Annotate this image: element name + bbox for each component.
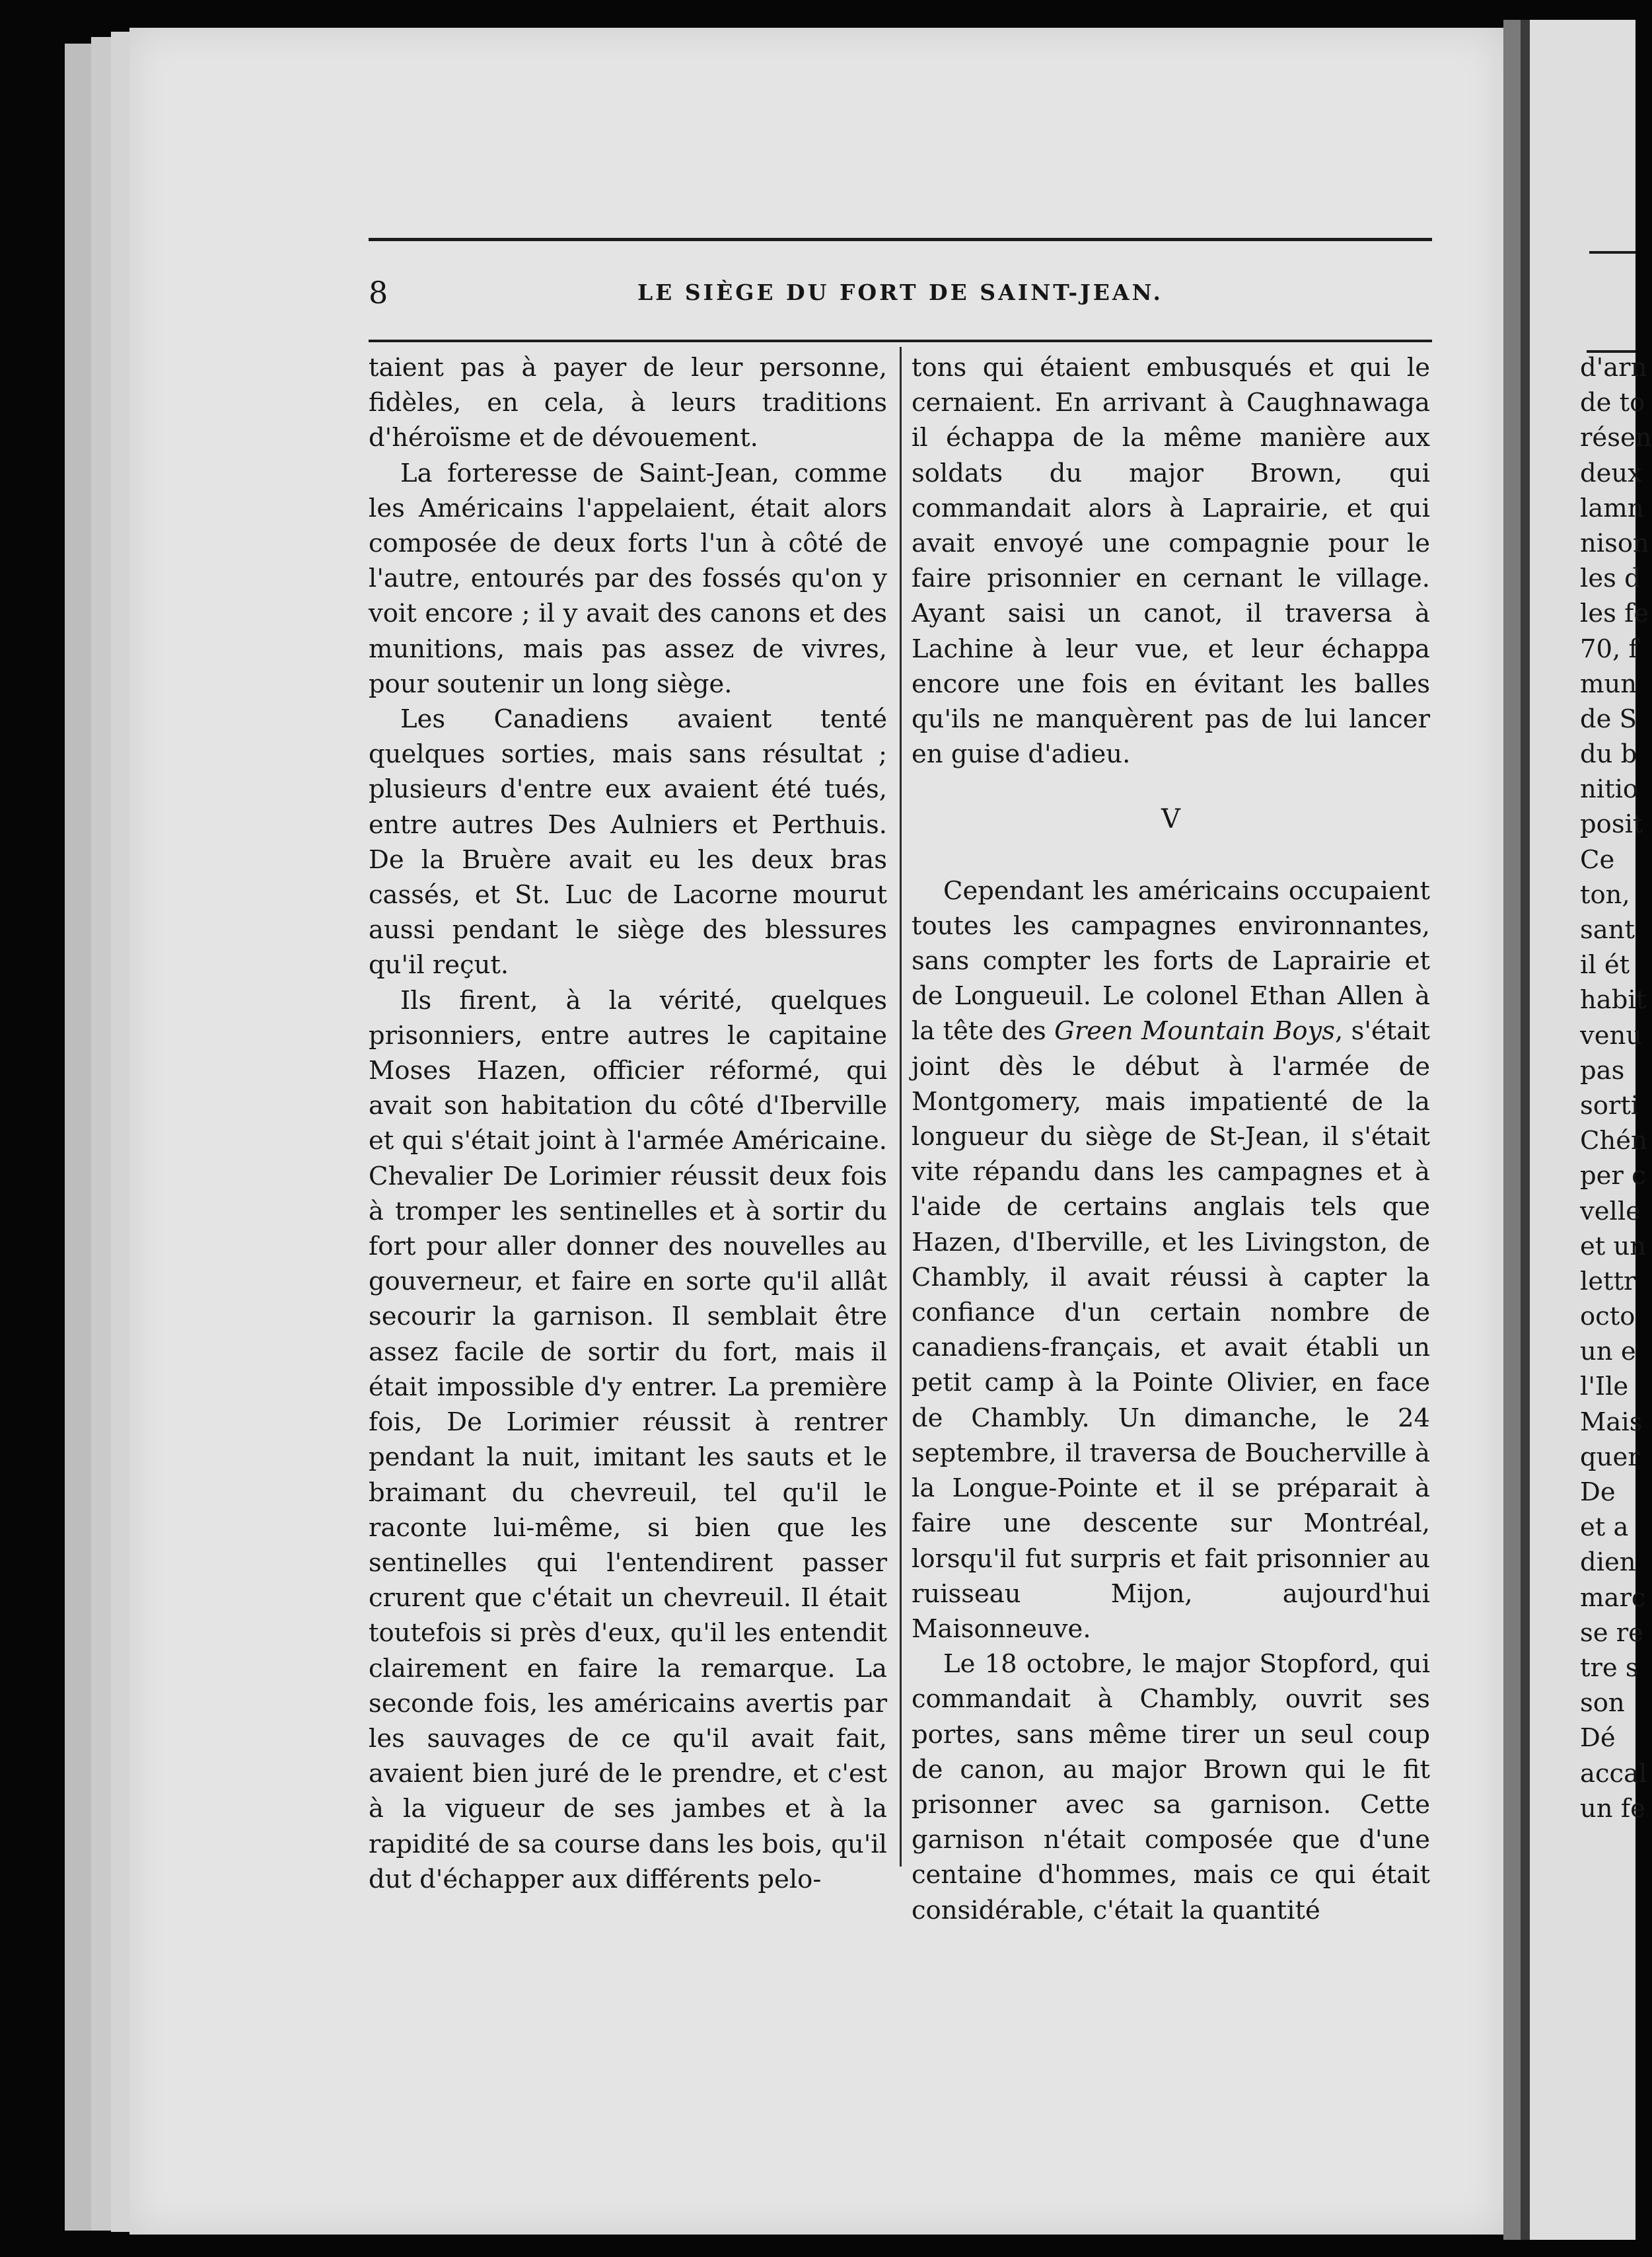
facing-page-text <box>1580 350 1652 1826</box>
facing-page-line: accal <box>1580 1758 1647 1789</box>
right-column <box>912 350 1430 1928</box>
facing-page-line: velle <box>1580 1196 1641 1226</box>
facing-page-line: habit <box>1580 985 1647 1016</box>
facing-page-line: les d <box>1580 564 1641 594</box>
facing-page-line: Ce <box>1580 844 1615 875</box>
facing-page-line: les fe <box>1580 599 1649 629</box>
page-edge-stack-3 <box>111 32 129 2232</box>
paragraph: Le 18 octobre, le major Stopford, qui commandait à Chambly, ouvrit ses portes, sans même tirer un seul coup de canon, au major Brown qui le fit prisonner avec sa garnison. Cette garnison n'était composée que d'une centaine d'hommes, mais ce qui était considérable, c'était la quantité <box>912 1649 1430 1925</box>
facing-page-line: Dé <box>1580 1723 1616 1754</box>
book-gutter <box>1503 20 1521 2240</box>
column-divider <box>900 347 902 1867</box>
paragraph: tons qui étaient embusqués et qui le cernaient. En arrivant à Caughnawaga il échappa de la même manière aux soldats du major Brown, qui commandait alors à Laprairie, et qui avait envoyé une compagnie pour le faire prisonnier en cernant le village. Ayant saisi un canot, il traversa à Lachine à leur vue, et leur échappa encore une fois en évitant les balles qu'ils ne manquèrent pas de lui lancer en guise d'adieu. <box>912 353 1430 770</box>
facing-page-line: de S <box>1580 704 1637 734</box>
page-number: 8 <box>369 275 388 311</box>
facing-page-line: sorti <box>1580 1090 1639 1121</box>
facing-page-line: pas <box>1580 1055 1625 1086</box>
facing-page-line: Chén <box>1580 1126 1647 1156</box>
facing-page-line: per c <box>1580 1161 1646 1191</box>
facing-page-line: un fe <box>1580 1793 1645 1824</box>
paragraph-text: , s'était joint dès le début à l'armée de Montgomery, mais impatienté de la longueur du siège de St-Jean, il s'était vite répandu dans les campagnes et à l'aide de certains anglais tels que Hazen, d'Iberville, et les Livingston, de Chambly, il avait réussi à capter la confiance d'un certain nombre de canadiens-français, et avait établi un petit camp à la Pointe Olivier, en face de Chambly. Un dimanche, le 24 septembre, il traversa de Boucherville à la Longue-Pointe et il se préparait à faire une descente sur Montréal, lorsqu'il fut surpris et fait prisonnier au ruisseau Mijon, aujourd'hui Maisonneuve. <box>912 1016 1430 1644</box>
facing-page-line: De <box>1580 1477 1616 1507</box>
facing-page-line: marc <box>1580 1582 1646 1613</box>
section-number: V <box>1161 804 1180 835</box>
facing-page-line: d'arn <box>1580 353 1647 383</box>
facing-page-line: ton, <box>1580 879 1630 910</box>
facing-page-line: et a <box>1580 1512 1629 1543</box>
facing-page-line: venu <box>1580 1020 1643 1051</box>
facing-page-line: nison <box>1580 528 1649 558</box>
paragraph: taient pas à payer de leur personne, fidèles, en cela, à leurs traditions d'héroïsme et de dévouement. <box>369 353 887 453</box>
facing-page-line: se re <box>1580 1617 1643 1648</box>
left-column <box>369 350 887 1897</box>
facing-page-line: quer <box>1580 1442 1640 1472</box>
page-header <box>369 270 1432 316</box>
facing-page-line: dien <box>1580 1547 1636 1578</box>
paragraph: Ils firent, à la vérité, quelques prisonniers, entre autres le capitaine Moses Hazen, officier réformé, qui avait son habitation du côté d'Iberville et qui s'était joint à l'armée Américaine. Chevalier De Lorimier réussit deux fois à tromper les sentinelles et à sortir du fort pour aller donner des nouvelles au gouverneur, et faire en sorte qu'il allât secourir la garnison. Il semblait être assez facile de sortir du fort, mais il était impossible d'y entrer. La première fois, De Lorimier réussit à rentrer pendant la nuit, imitant les sauts et le braimant du chevreuil, tel qu'il le raconte lui-même, si bien que les sentinelles qui l'entendirent passer crurent que c'était un chevreuil. Il était toutefois si près d'eux, qu'il les entendit clairement en faire la remarque. La seconde fois, les américains avertis par les sauvages de ce qu'il avait fait, avaient bien juré de le prendre, et c'est à la vigueur de ses jambes et à la rapidité de sa course dans les bois, qu'il dut d'échapper aux différents pelo- <box>369 985 887 1894</box>
paragraph: La forteresse de Saint-Jean, comme les Américains l'appelaient, était alors composée de deux forts l'un à côté de l'autre, entourés par des fossés qu'on y voit encore ; il y avait des canons et des munitions, mais pas assez de vivres, pour soutenir un long siège. <box>369 458 887 699</box>
header-rule <box>369 340 1432 342</box>
facing-page-line: l'Ile <box>1580 1372 1629 1402</box>
facing-page-line: de to <box>1580 388 1645 418</box>
facing-page-line: deux <box>1580 458 1642 488</box>
facing-page-line: il ét <box>1580 950 1630 980</box>
facing-page-line: mun <box>1580 669 1637 699</box>
top-rule <box>369 238 1432 241</box>
facing-page-top-rule <box>1589 251 1635 254</box>
page-edge-stack-1 <box>65 44 91 2231</box>
facing-page-line: lettr <box>1580 1266 1636 1296</box>
facing-page-line: résen <box>1580 423 1652 453</box>
facing-page-line: 70, f <box>1580 634 1638 664</box>
facing-page-line: un e <box>1580 1337 1636 1367</box>
facing-page-line: nitio <box>1580 774 1639 805</box>
facing-page-line: lamn <box>1580 493 1644 523</box>
facing-page-line: posit <box>1580 809 1643 840</box>
facing-page-line: du b <box>1580 739 1637 770</box>
facing-page-line: tre s <box>1580 1652 1639 1683</box>
book-gutter-shadow <box>1521 20 1530 2240</box>
paragraph: Les Canadiens avaient tenté quelques sorties, mais sans résultat ; plusieurs d'entre eux avaient été tués, entre autres Des Aulniers et Perthuis. De la Bruère avait eu les deux bras cassés, et St. Luc de Lacorne mourut aussi pendant le siège des blessures qu'il reçut. <box>369 704 887 980</box>
facing-page-line: et un <box>1580 1231 1647 1261</box>
facing-page-line: son <box>1580 1688 1625 1719</box>
page-edge-stack-2 <box>91 37 111 2231</box>
facing-page-line: Mais <box>1580 1407 1643 1437</box>
facing-page-line: sant <box>1580 915 1635 945</box>
facing-page-line: octo <box>1580 1302 1635 1332</box>
running-title: LE SIÈGE DU FORT DE SAINT-JEAN. <box>637 279 1164 305</box>
paragraph-text: Cependant les américains occupaient toutes les campagnes environnantes, sans compter les forts de Laprairie et de Longueuil. Le colonel Ethan Allen à la tête des <box>912 875 1430 1047</box>
paragraph <box>912 873 1430 1646</box>
italic-title: Green Mountain Boys <box>1054 1016 1336 1047</box>
